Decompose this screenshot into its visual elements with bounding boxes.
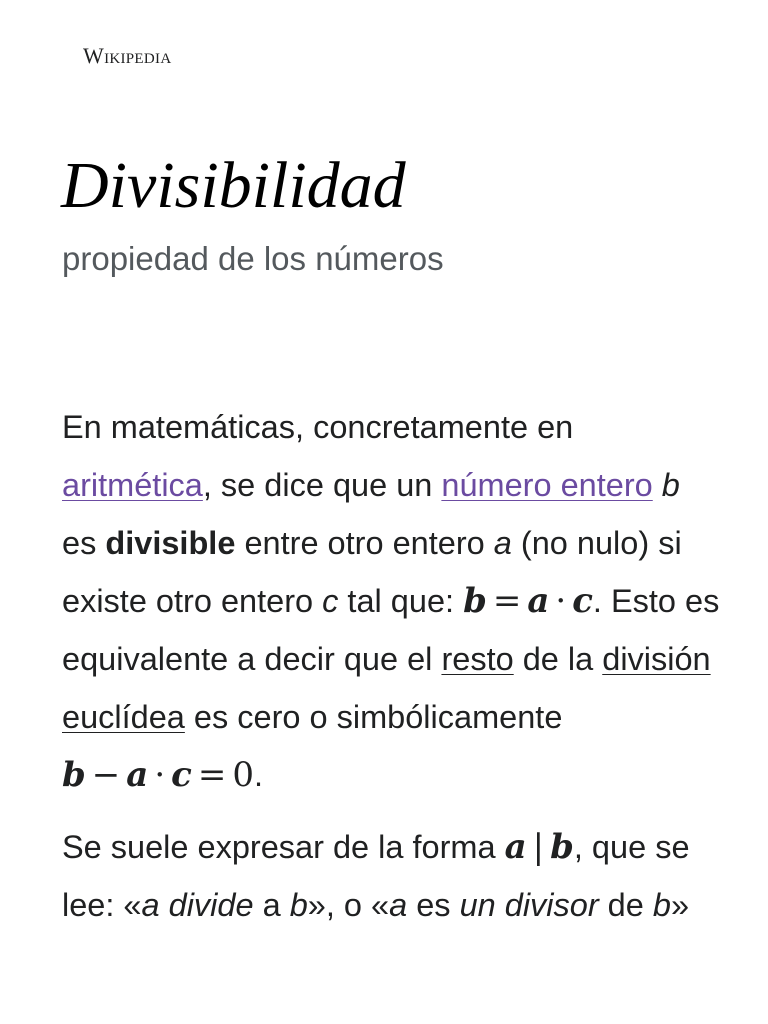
text-run: es bbox=[407, 887, 460, 923]
math-operator: − bbox=[91, 755, 121, 795]
math-operator: · bbox=[154, 755, 166, 795]
math-symbol: c bbox=[572, 581, 593, 621]
variable-c: c bbox=[322, 583, 339, 619]
term-divisible: divisible bbox=[105, 525, 236, 561]
math-symbol: a bbox=[527, 581, 550, 621]
text-run: es bbox=[62, 525, 106, 561]
italic-text: a divide bbox=[141, 887, 254, 923]
text-run: entre otro entero bbox=[235, 525, 494, 561]
wikipedia-logo[interactable]: Wikipedia bbox=[83, 43, 172, 68]
math-operator: = bbox=[492, 581, 522, 621]
article-content bbox=[62, 398, 722, 948]
italic-text: un divisor bbox=[459, 887, 599, 923]
link-numero-entero[interactable]: número entero bbox=[441, 467, 653, 503]
math-number: 0 bbox=[232, 755, 254, 795]
text-run: » bbox=[670, 887, 690, 923]
italic-text: a bbox=[389, 887, 408, 923]
text-run: de bbox=[598, 887, 653, 923]
math-symbol: c bbox=[171, 755, 192, 795]
link-resto[interactable]: resto bbox=[441, 641, 514, 677]
text-run: », o « bbox=[307, 887, 390, 923]
paragraph-definition bbox=[62, 398, 722, 804]
text-run: . Esto es equivalente a decir que el bbox=[62, 583, 720, 677]
math-symbol: a bbox=[504, 827, 527, 867]
page-subtitle: propiedad de los números bbox=[62, 240, 444, 277]
text-run: de la bbox=[513, 641, 603, 677]
text-run: En matemáticas, concretamente en bbox=[62, 409, 574, 445]
italic-text: b bbox=[652, 887, 671, 923]
text-run: , que se lee: « bbox=[62, 829, 690, 923]
link-aritmetica[interactable]: aritmética bbox=[62, 467, 203, 503]
text-run: Se suele expresar de la forma bbox=[62, 829, 505, 865]
formula-b-equals-ac bbox=[463, 581, 593, 621]
page-title: Divisibilidad bbox=[61, 149, 406, 222]
formula-a-divides-b bbox=[505, 827, 574, 867]
italic-text: b bbox=[289, 887, 308, 923]
formula-b-minus-ac-equals-zero bbox=[62, 755, 254, 795]
math-symbol: a bbox=[126, 755, 149, 795]
text-run: , se dice que un bbox=[202, 467, 442, 503]
math-operator: · bbox=[555, 581, 567, 621]
math-operator: = bbox=[197, 755, 227, 795]
math-operator: | bbox=[532, 827, 545, 867]
text-run: tal que: bbox=[338, 583, 464, 619]
text-run: es cero o simbólicamente bbox=[184, 699, 563, 735]
text-run: (no nulo) si existe otro entero bbox=[62, 525, 682, 619]
variable-b: b bbox=[661, 467, 680, 503]
math-symbol: b bbox=[550, 827, 574, 867]
variable-a: a bbox=[493, 525, 512, 561]
paragraph-notation bbox=[62, 818, 722, 934]
text-run: . bbox=[253, 757, 263, 793]
math-symbol: b bbox=[463, 581, 487, 621]
text-run: a bbox=[253, 887, 290, 923]
math-symbol: b bbox=[62, 755, 86, 795]
link-division-euclidea[interactable]: división euclídea bbox=[62, 641, 711, 735]
